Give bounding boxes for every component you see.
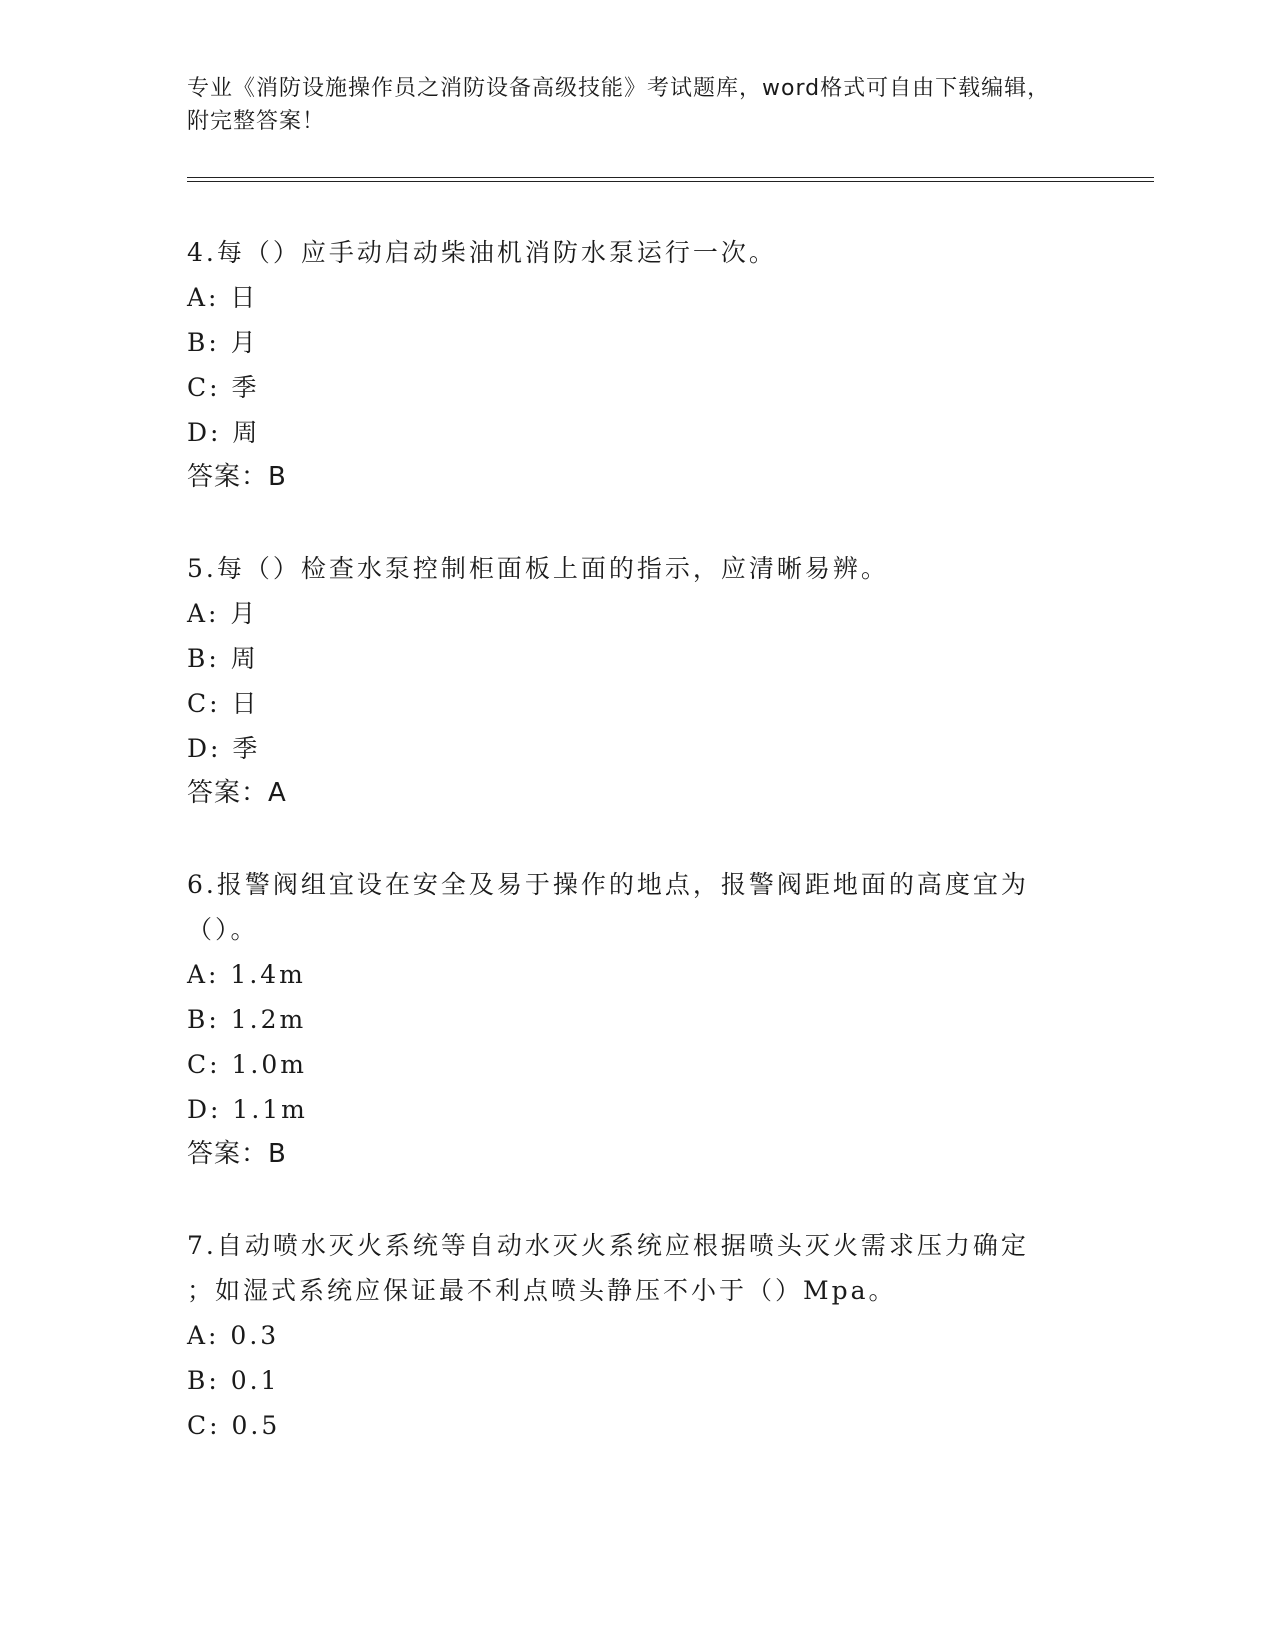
option-c: C: 日 [187, 689, 260, 718]
header-divider-top [187, 177, 1154, 178]
option-b: B: 周 [187, 644, 259, 673]
question-stem-line-2: （）。 [187, 915, 259, 944]
option-d: D: 季 [187, 734, 261, 763]
question-stem: 5.每（）检查水泵控制柜面板上面的指示，应清晰易辨。 [187, 554, 889, 583]
option-c: C: 季 [187, 373, 260, 402]
option-a: A: 1.4m [187, 960, 306, 989]
answer-text: 答案：A [187, 778, 287, 808]
option-c: C: 0.5 [187, 1411, 281, 1440]
question-5 [187, 546, 1067, 816]
option-d: D: 周 [187, 418, 261, 447]
question-7 [187, 1223, 1067, 1448]
answer-text: 答案：B [187, 462, 287, 492]
question-stem: 4.每（）应手动启动柴油机消防水泵运行一次。 [187, 238, 777, 267]
option-d: D: 1.1m [187, 1095, 308, 1124]
question-stem-line-2: ；如湿式系统应保证最不利点喷头静压不小于（）Mpa。 [187, 1276, 897, 1305]
option-a: A: 0.3 [187, 1321, 280, 1350]
option-b: B: 月 [187, 328, 259, 357]
option-c: C: 1.0m [187, 1050, 307, 1079]
option-b: B: 0.1 [187, 1366, 280, 1395]
question-stem-line-1: 6.报警阀组宜设在安全及易于操作的地点，报警阀距地面的高度宜为 [187, 870, 1029, 899]
option-a: A: 日 [187, 283, 259, 312]
option-b: B: 1.2m [187, 1005, 307, 1034]
question-stem-line-1: 7.自动喷水灭火系统等自动水灭火系统应根据喷头灭火需求压力确定 [187, 1231, 1029, 1260]
option-a: A: 月 [187, 599, 259, 628]
document-header [187, 72, 1067, 138]
question-4 [187, 230, 1067, 500]
header-text: 专业《消防设施操作员之消防设备高级技能》考试题库，word格式可自由下载编辑，附完整答案！ [187, 76, 1051, 134]
header-divider-bottom [187, 181, 1154, 182]
question-6 [187, 862, 1067, 1177]
answer-text: 答案：B [187, 1139, 287, 1169]
